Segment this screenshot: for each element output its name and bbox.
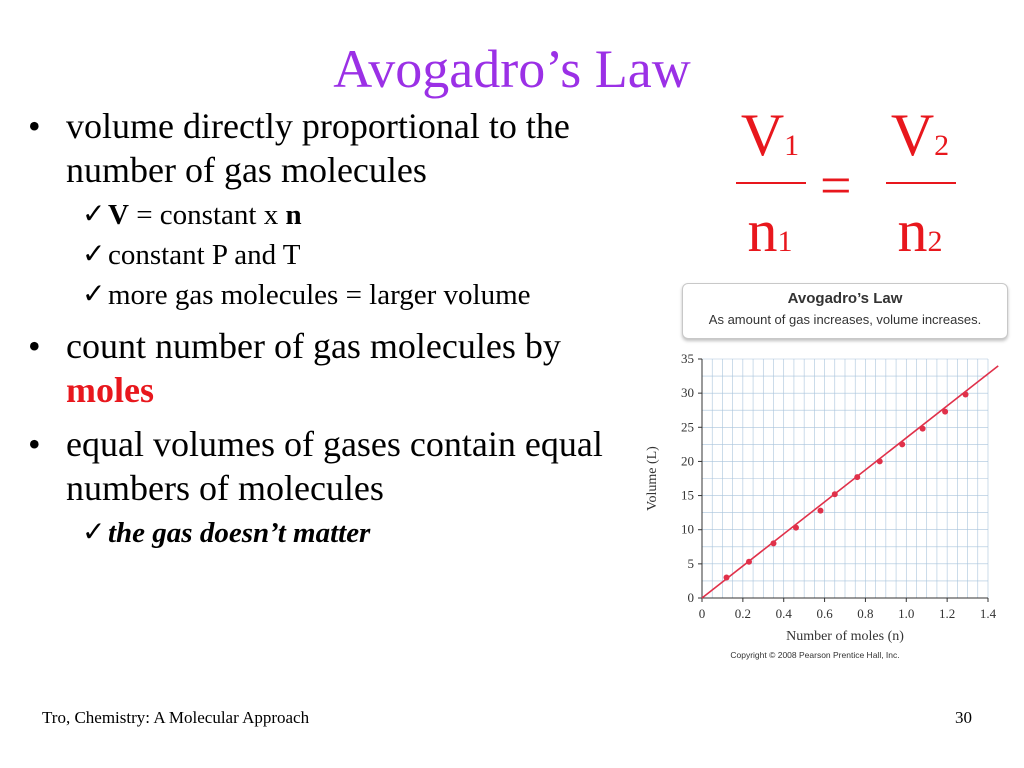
x-tick-label: 1.2 — [939, 606, 956, 621]
v2-subscript: 2 — [934, 129, 950, 162]
x-tick-label: 0.8 — [857, 606, 874, 621]
numerator — [880, 100, 960, 181]
fraction-bar — [886, 182, 956, 184]
sub-text: the gas doesn’t matter — [108, 517, 371, 549]
sub-item — [82, 278, 648, 312]
slide-number: 30 — [955, 708, 972, 727]
sub-v: V — [108, 199, 129, 231]
data-point — [832, 491, 838, 497]
v1-subscript: 1 — [784, 129, 800, 162]
bullet-text: equal volumes of gases contain equal numbers of molecules — [66, 424, 603, 508]
bullet-item — [28, 422, 648, 510]
data-point — [724, 575, 730, 581]
y-tick-label: 35 — [681, 351, 694, 366]
data-point — [746, 559, 752, 565]
data-point — [899, 441, 905, 447]
x-tick-label: 0.4 — [775, 606, 792, 621]
x-tick-label: 0 — [698, 606, 706, 621]
y-tick-label: 25 — [681, 419, 694, 435]
figure-caption-title: Avogadro’s Law — [787, 290, 903, 307]
avogadro-equation — [730, 100, 970, 270]
data-point — [793, 525, 799, 531]
bullet-text: volume directly proportional to the number of gas molecules — [66, 106, 570, 190]
x-axis-label: Number of moles (n) — [786, 629, 904, 644]
check-icon: ✓ — [82, 239, 106, 270]
v2-symbol: V — [890, 102, 935, 168]
volume-vs-moles-chart — [636, 345, 1006, 670]
sub-n: n — [285, 199, 302, 231]
data-point — [854, 474, 860, 480]
bullet-dot: • — [28, 106, 41, 146]
check-icon: ✓ — [82, 279, 106, 310]
data-point — [877, 458, 883, 464]
y-tick-label: 30 — [681, 385, 694, 401]
n1-symbol: n — [747, 198, 778, 264]
x-tick-label: 0.2 — [734, 606, 751, 621]
sub-item — [82, 516, 648, 550]
footer-source: Tro, Chemistry: A Molecular Approach — [42, 708, 310, 727]
figure-caption-subtitle: As amount of gas increases, volume increases. — [708, 312, 982, 327]
figure-caption-box — [682, 283, 1008, 339]
fraction-bar — [736, 182, 806, 184]
y-tick-label: 10 — [681, 521, 694, 537]
sub-text: more gas molecules = larger volume — [108, 279, 531, 311]
x-tick-label: 1.0 — [898, 606, 915, 621]
sub-item — [82, 198, 648, 232]
data-point — [920, 426, 926, 432]
sub-eq: = constant x — [128, 199, 286, 231]
denominator — [880, 196, 960, 277]
copyright-text: Copyright © 2008 Pearson Prentice Hall, Inc. — [730, 650, 900, 660]
equals-sign: = — [820, 155, 852, 217]
sub-text: constant P and T — [108, 239, 301, 271]
numerator — [730, 100, 810, 181]
bullet-dot: • — [28, 424, 41, 464]
bullet-emphasis: moles — [66, 370, 154, 410]
x-tick-label: 0.6 — [816, 606, 833, 621]
data-point — [963, 392, 969, 398]
x-tick-label: 1.4 — [979, 606, 997, 621]
data-point — [817, 508, 823, 514]
data-point — [942, 409, 948, 415]
bullet-item — [28, 324, 648, 412]
y-tick-label: 0 — [687, 590, 694, 605]
sub-item — [82, 238, 648, 272]
denominator — [730, 196, 810, 277]
y-axis-label: Volume (L) — [645, 446, 660, 511]
bullet-item — [28, 104, 648, 192]
bullet-dot: • — [28, 326, 41, 366]
n2-symbol: n — [897, 198, 928, 264]
data-point — [771, 540, 777, 546]
slide-title: Avogadro’s Law — [333, 39, 691, 99]
bullet-text: count number of gas molecules by — [66, 326, 561, 366]
check-icon: ✓ — [82, 199, 106, 230]
y-tick-label: 5 — [687, 555, 694, 571]
n2-subscript: 2 — [927, 225, 943, 258]
check-icon: ✓ — [82, 517, 106, 548]
bullet-list — [28, 104, 648, 550]
v1-symbol: V — [740, 102, 785, 168]
y-tick-label: 15 — [681, 487, 694, 503]
n1-subscript: 1 — [777, 225, 793, 258]
y-tick-label: 20 — [681, 453, 694, 469]
